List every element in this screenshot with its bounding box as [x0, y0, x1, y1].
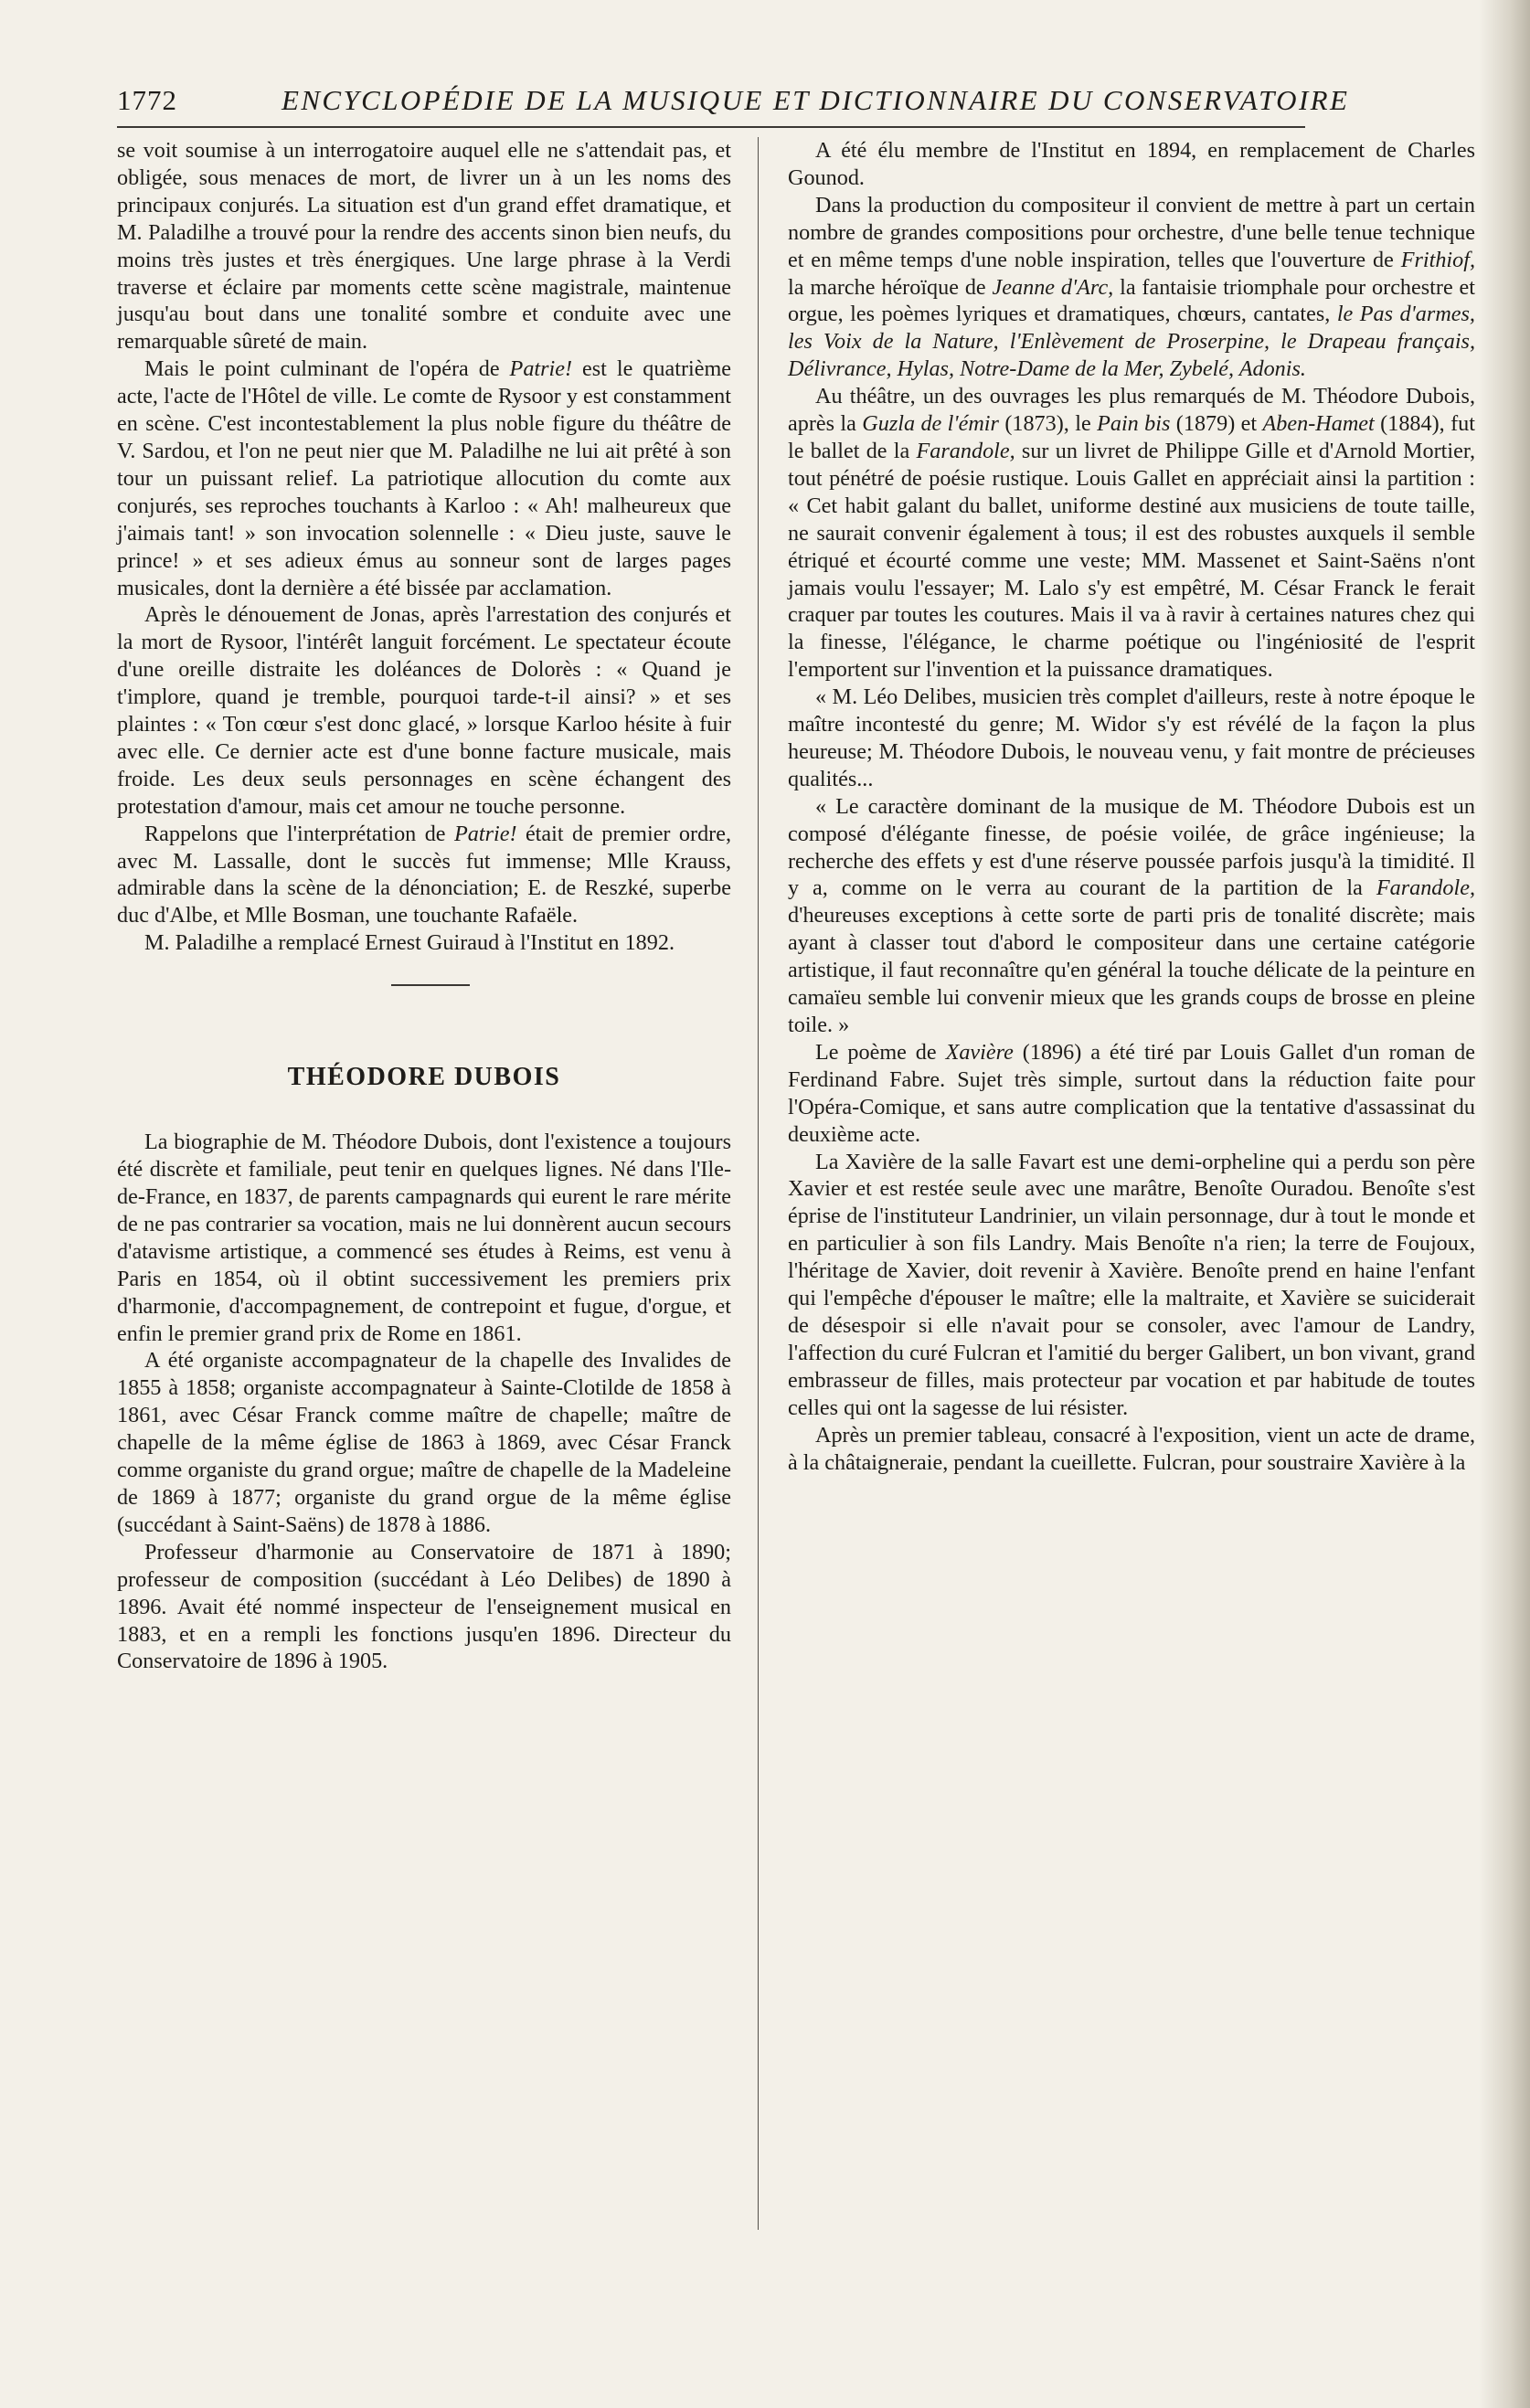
- section-title: THÉODORE DUBOIS: [287, 1063, 561, 1092]
- left-column: [117, 137, 731, 1675]
- paragraph: Au théâtre, un des ouvrages les plus remarqués de M. Théodore Dubois, après la Guzla de l'émir (1873), le Pain bis (1879) et Aben-Hamet (1884), fut le ballet de la Farandole, sur un livret de Philippe Gille et d'Arnold Mortier, tout pénétré de poésie rustique. Louis Gallet en appréciait ainsi la partition : « Cet habit galant du ballet, uniforme destiné aux musiciens de toute taille, ne saurait convenir également à tous; il est des robustes auxquels il semble étriqué et écourté comme une veste; MM. Massenet et Saint-Saëns n'ont jamais voulu l'essayer; M. Lalo s'y est empêtré, M. César Franck le ferait craquer par toutes les coutures. Mais il va à ravir à certaines natures chez qui la finesse, l'élégance, le charme poétique ou l'ingéniosité de l'esprit l'emportent sur l'invention et la puissance dramatiques.: [788, 384, 1475, 683]
- page-number: 1772: [117, 84, 177, 116]
- paragraph: « M. Léo Delibes, musicien très complet d'ailleurs, reste à notre époque le maître incontesté du genre; M. Widor s'y est révélé de la façon la plus heureuse; M. Théodore Dubois, le nouveau venu, y fait montre de précieuses qualités...: [788, 684, 1475, 791]
- paragraph: Après un premier tableau, consacré à l'exposition, vient un acte de drame, à la châtaigneraie, pendant la cueillette. Fulcran, pour soustraire Xavière à la: [788, 1422, 1475, 1475]
- title-patrie: Patrie!: [453, 821, 517, 846]
- paragraph: Le poème de Xavière (1896) a été tiré par Louis Gallet d'un roman de Ferdinand Fabre. Sujet très simple, surtout dans la réduction faite pour l'Opéra-Comique, et sans autre complication que la tentative d'assassinat du deuxième acte.: [788, 1039, 1476, 1147]
- paragraph: Professeur d'harmonie au Conservatoire de 1871 à 1890; professeur de composition (succédant à Léo Delibes) de 1890 à 1896. Avait été nommé inspecteur de l'enseignement musical en 1883, et en a rempli les fonctions jusqu'en 1896. Directeur du Conservatoire de 1896 à 1905.: [117, 1539, 731, 1674]
- page-header: [117, 84, 1350, 128]
- right-column: [788, 137, 1475, 1476]
- paragraph: Dans la production du compositeur il convient de mettre à part un certain nombre de grandes compositions pour orchestre, d'une belle tenue technique et en même temps d'une noble inspiration, telles que l'ouverture de Frithiof, la marche héroïque de Jeanne d'Arc, la fantaisie triomphale pour orchestre et orgue, les poèmes lyriques et dramatiques, chœurs, cantates, le Pas d'armes, les Voix de la Nature, l'Enlèvement de Proserpine, le Drapeau français, Délivrance, Hylas, Notre-Dame de la Mer, Zybelé, Adonis.: [788, 192, 1476, 382]
- paragraph: Rappelons que l'interprétation de Patrie! était de premier ordre, avec M. Lassalle, dont le succès fut immense; Mlle Krauss, admirable dans la scène de la dénonciation; E. de Reszké, superbe duc d'Albe, et Mlle Bosman, une touchante Rafaële.: [117, 821, 731, 928]
- paragraph: M. Paladilhe a remplacé Ernest Guiraud à l'Institut en 1892.: [144, 930, 675, 956]
- running-title: ENCYCLOPÉDIE DE LA MUSIQUE ET DICTIONNAIRE DU CONSERVATOIRE: [282, 84, 1350, 116]
- paragraph: A été élu membre de l'Institut en 1894, en remplacement de Charles Gounod.: [788, 138, 1475, 190]
- paragraph: « Le caractère dominant de la musique de M. Théodore Dubois est un composé d'élégante finesse, de poésie voilée, de grâce ingénieuse; la recherche des effets y est d'une réserve poussée parfois jusqu'à la timidité. Il y a, comme on le verra au courant de la partition de la Farandole, d'heureuses exceptions à cette sorte de parti pris de tonalité discrète; mais ayant à classer tout d'abord le compositeur dans une certaine catégorie artistique, il faut reconnaître qu'en général la touche délicate de la peinture en camaïeu semble lui convenir mieux que les grands coups de brosse en pleine toile. »: [788, 793, 1475, 1037]
- page-edge-shadow: [1479, 0, 1530, 2408]
- paragraph: A été organiste accompagnateur de la chapelle des Invalides de 1855 à 1858; organiste accompagnateur à Sainte-Clotilde de 1858 à 1861, avec César Franck comme maître de chapelle; maître de chapelle de la même église de 1863 à 1869, avec César Franck comme organiste du grand orgue; maître de chapelle de la Madeleine de 1869 à 1877; organiste du grand orgue de la même église (succédant à Saint-Saëns) de 1878 à 1886.: [117, 1348, 731, 1537]
- paragraph: Après le dénouement de Jonas, après l'arrestation des conjurés et la mort de Rysoor, l'intérêt languit forcément. Le spectateur écoute d'une oreille distraite les doléances de Dolorès : « Quand je t'implore, quand je tremble, pourquoi tarde-t-il ainsi? » et ses plaintes : « Ton cœur s'est donc glacé, » lorsque Karloo hésite à fuir avec elle. Ce dernier acte est d'une bonne facture musicale, mais froide. Les deux seuls personnages en scène échangent des protestation d'amour, mais cet amour ne touche personne.: [117, 602, 731, 819]
- paragraph: se voit soumise à un interrogatoire auquel elle ne s'attendait pas, et obligée, sous menaces de mort, de livrer un à un les noms des principaux conjurés. La situation est d'un grand effet dramatique, et M. Paladilhe a trouvé pour la rendre des accents sinon bien neufs, du moins très justes et très énergiques. Une large phrase à la Verdi traverse et éclaire par moments cette scène magistrale, maintenue jusqu'au bout dans une tonalité sombre et conduite avec une remarquable sûreté de main.: [117, 138, 731, 355]
- column-rule: [758, 137, 759, 2230]
- paragraph: La biographie de M. Théodore Dubois, dont l'existence a toujours été discrète et familiale, peut tenir en quelques lignes. Né dans l'Ile-de-France, en 1837, de parents campagnards qui eurent le rare mérite de ne pas contrarier sa vocation, mais ne lui donnèrent aucun secours d'atavisme artistique, a commencé ses études à Reims, est venu à Paris en 1854, où il obtint successivement les premiers prix d'harmonie, d'accompagnement, de contrepoint et fugue, d'orgue, et enfin le premier grand prix de Rome en 1861.: [117, 1130, 731, 1346]
- paragraph: La Xavière de la salle Favart est une demi-orpheline qui a perdu son père Xavier et est restée seule avec une marâtre, Benoîte Ouradou. Benoîte s'est éprise de l'instituteur Landrinier, un vilain personnage, dur à tout le monde et en particulier à son fils Landry. Mais Benoîte n'a rien; la terre de Foujoux, l'héritage de Xavier, doit revenir à Xavière. Benoîte prend en haine l'enfant qui l'empêche d'épouser le maître; elle la maltraite, et Xavière se suiciderait de désespoir si elle n'avait pour se consoler, avec l'amour de Landry, l'affection du curé Fulcran et l'amitié du berger Galibert, un bon vivant, grand embrasseur de filles, mais protecteur par vocation et par habitude de toutes celles qui ont la sagesse de lui résister.: [788, 1149, 1475, 1420]
- section-divider: [117, 957, 731, 1012]
- title-patrie: Patrie!: [509, 356, 573, 382]
- paragraph: Mais le point culminant de l'opéra de Patrie! est le quatrième acte, l'acte de l'Hôtel de ville. Le comte de Rysoor y est constamment en scène. C'est incontestablement la plus noble figure du théâtre de V. Sardou, et l'on ne peut nier que M. Paladilhe ne lui ait prêté à son tour un puissant relief. La patriotique allocution du comte aux conjurés, ses reproches touchants à Karloo : « Ah! malheureux que j'aimais tant! » son invocation solennelle : « Dieu juste, sauve le prince! » et ses adieux émus au sonneur sont de larges pages musicales, dont la dernière a été bissée par acclamation.: [117, 356, 732, 600]
